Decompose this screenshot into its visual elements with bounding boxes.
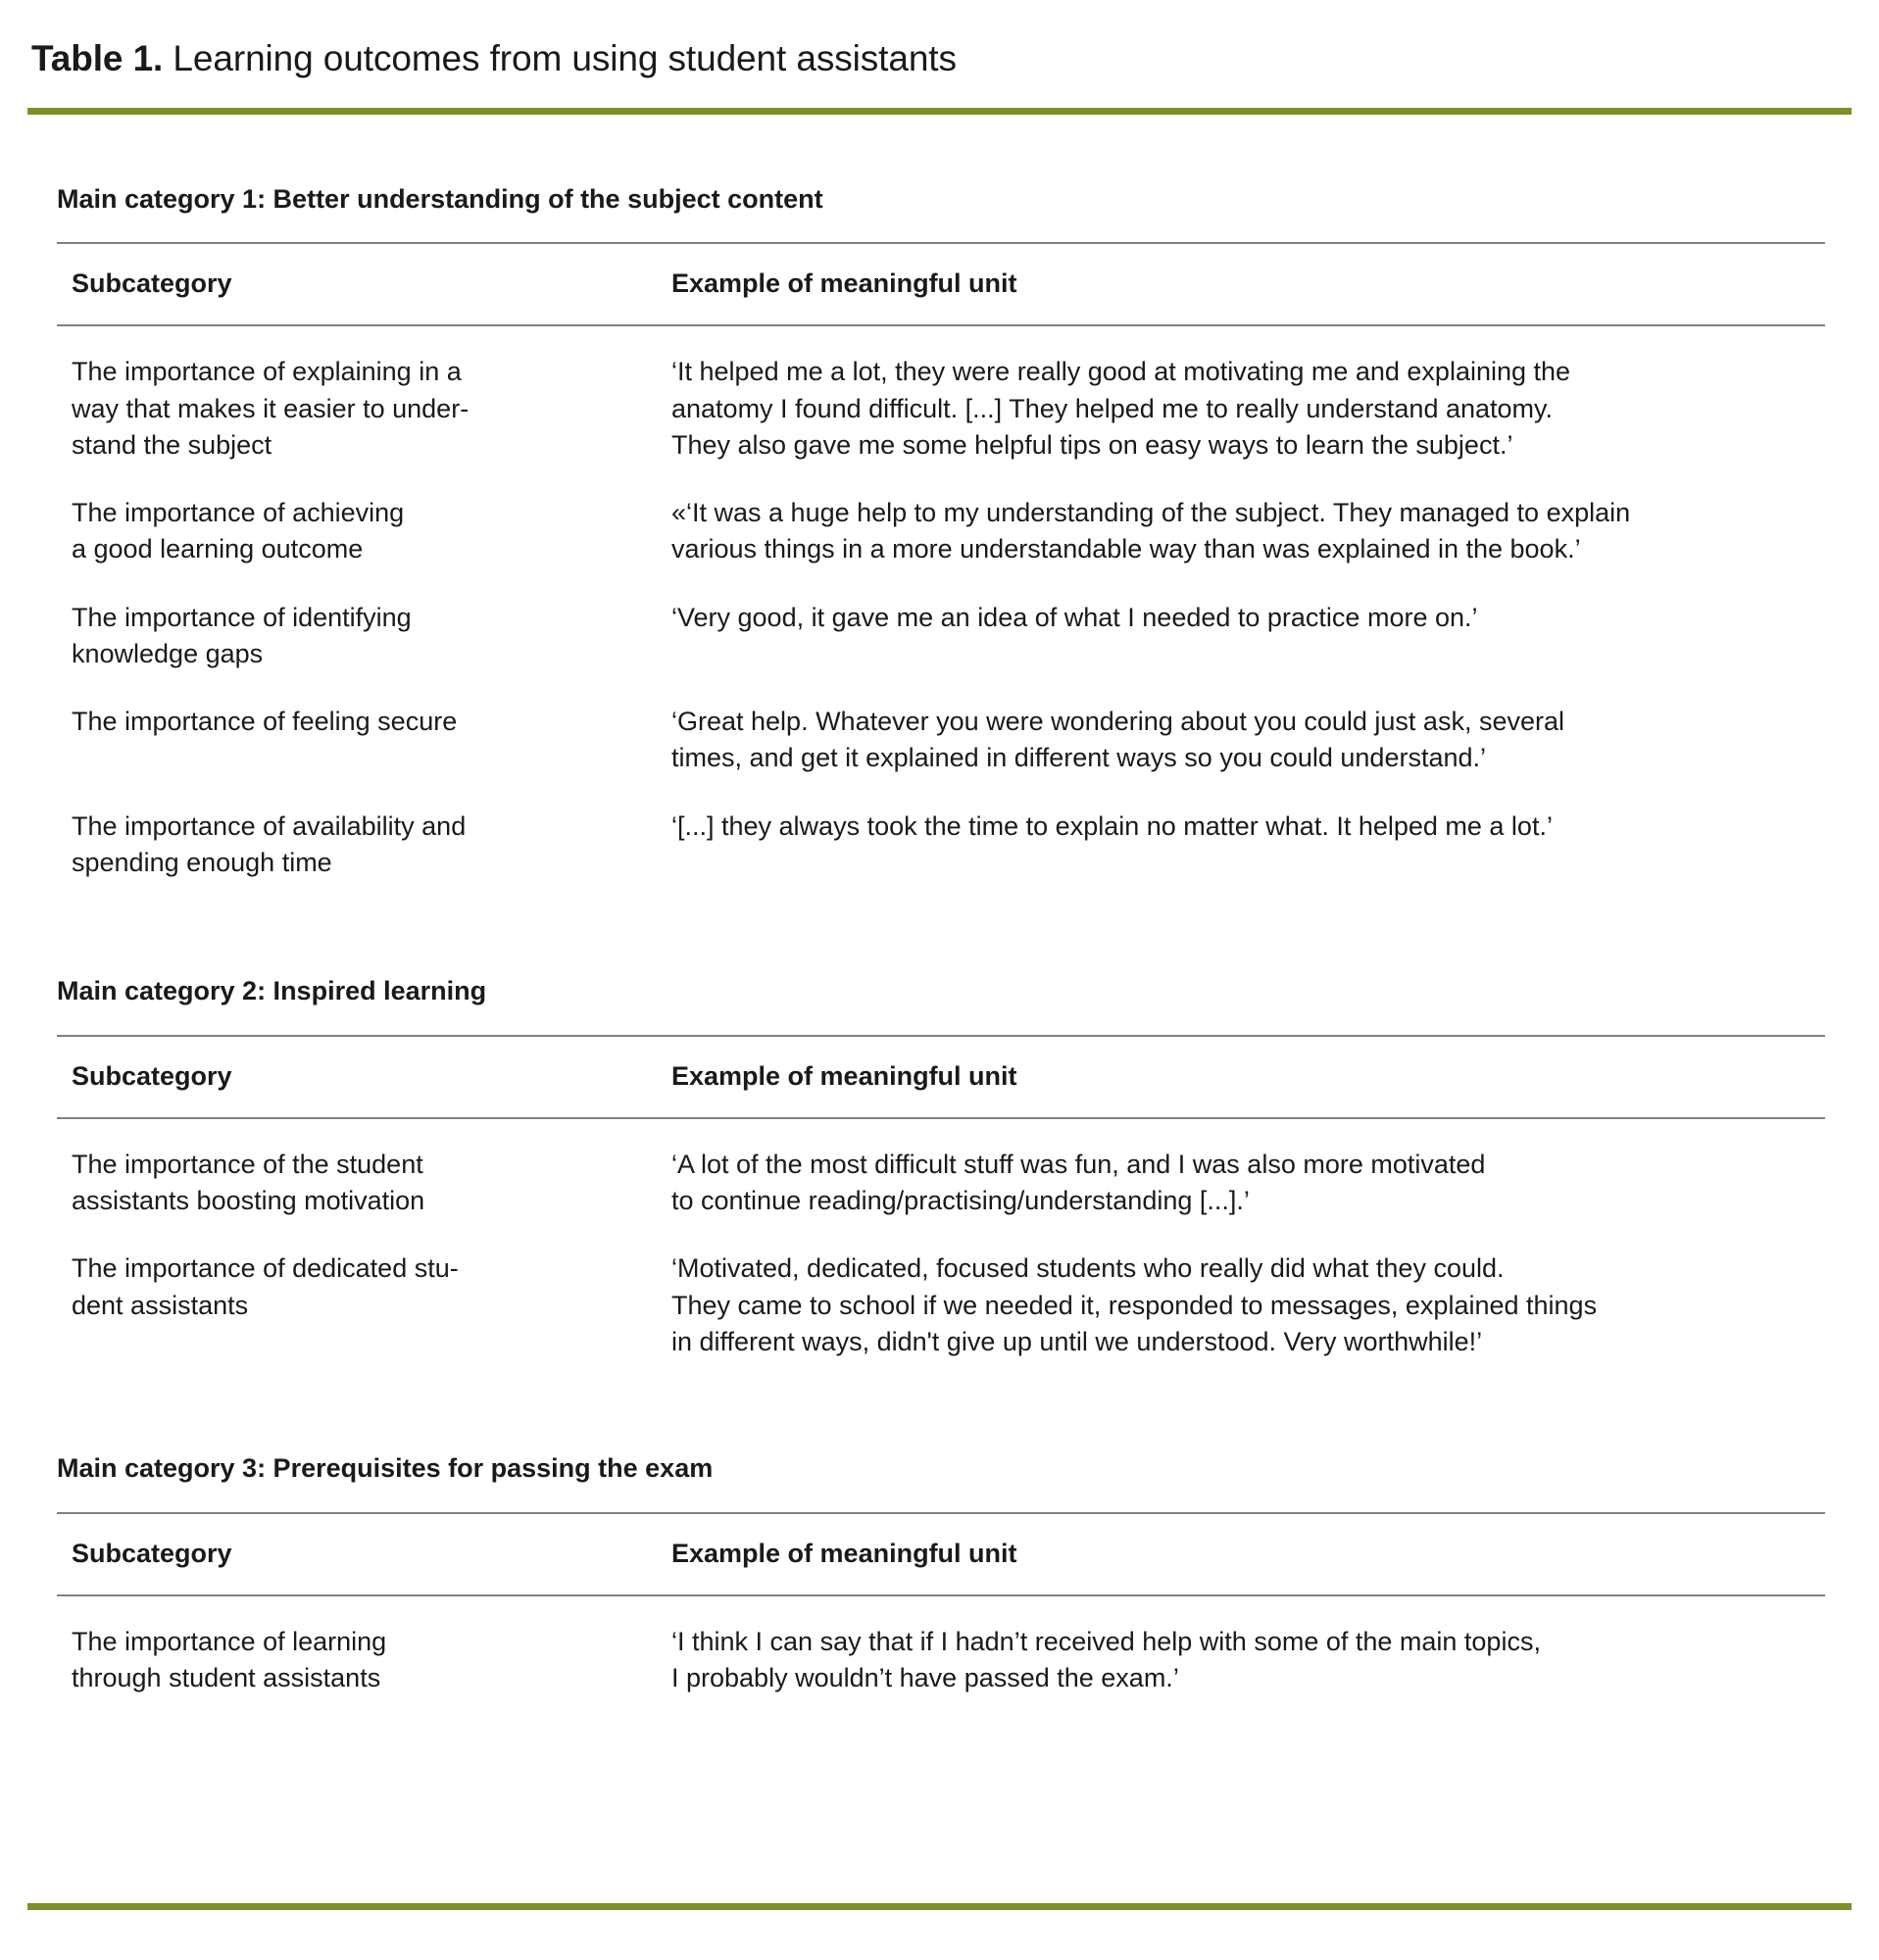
cell-line: through student assistants xyxy=(72,1663,381,1693)
cell-line: ‘A lot of the most difficult stuff was fun, and I was also more motivated xyxy=(671,1149,1486,1179)
table-row xyxy=(27,1596,1852,1703)
cell-example xyxy=(637,469,1852,574)
column-header-subcategory: Subcategory xyxy=(72,1538,232,1568)
section-body-table xyxy=(27,326,1852,887)
cell-line: They also gave me some helpful tips on easy ways to learn the subject.’ xyxy=(671,429,1513,460)
caption-accent-rule xyxy=(27,108,1852,115)
section-table xyxy=(27,244,1852,324)
section-table xyxy=(27,1037,1852,1117)
cell-line: stand the subject xyxy=(72,429,272,460)
cell-subcategory xyxy=(27,326,637,469)
table-row xyxy=(27,469,1852,574)
cell-line: The importance of feeling secure xyxy=(72,707,458,737)
table-header-row xyxy=(27,1514,1852,1594)
table-row xyxy=(27,574,1852,679)
section-title: Main category 3: Prerequisites for passing the exam xyxy=(57,1453,714,1484)
column-header-example: Example of meaningful unit xyxy=(671,1538,1017,1568)
cell-line: The importance of dedicated stu- xyxy=(72,1253,459,1284)
cell-line: ‘Motivated, dedicated, focused students who really did what they could. xyxy=(671,1253,1505,1284)
cell-line: «‘It was a huge help to my understanding of the subject. They managed to explain xyxy=(671,498,1631,528)
table-head xyxy=(27,244,1852,324)
cell-line: ‘I think I can say that if I hadn’t received help with some of the main topics, xyxy=(671,1627,1541,1656)
section-main-category-3 xyxy=(27,1366,1852,1702)
section-table xyxy=(27,1514,1852,1594)
cell-line: The importance of the student xyxy=(72,1149,423,1179)
column-header-example: Example of meaningful unit xyxy=(671,269,1017,299)
section-title: Main category 1: Better understanding of the subject content xyxy=(57,183,823,214)
cell-line: The importance of availability and xyxy=(72,810,467,841)
table-row xyxy=(27,326,1852,469)
section-body-table xyxy=(27,1596,1852,1703)
section-title: Main category 2: Inspired learning xyxy=(57,976,487,1006)
cell-line: dent assistants xyxy=(72,1290,249,1320)
table-row xyxy=(27,1119,1852,1226)
cell-example xyxy=(637,678,1852,783)
table-row xyxy=(27,678,1852,783)
cell-line: I probably wouldn’t have passed the exam.’ xyxy=(671,1663,1179,1693)
cell-line: ‘Great help. Whatever you were wondering about you could just ask, several xyxy=(671,707,1564,737)
cell-line: to continue reading/practising/understanding [...].’ xyxy=(671,1186,1250,1216)
cell-subcategory xyxy=(27,1225,637,1366)
table-row xyxy=(27,783,1852,888)
cell-subcategory xyxy=(27,574,637,679)
cell-line: knowledge gaps xyxy=(72,638,264,668)
cell-line: anatomy I found difficult. [...] They helped me to really understand anatomy. xyxy=(671,393,1554,423)
table-row xyxy=(27,1225,1852,1366)
caption-label: Table 1. xyxy=(31,38,164,78)
cell-line: a good learning outcome xyxy=(72,534,364,564)
cell-line: The importance of achieving xyxy=(72,498,405,528)
cell-example xyxy=(637,1596,1852,1703)
cell-line: They came to school if we needed it, responded to messages, explained things xyxy=(671,1290,1598,1320)
cell-example xyxy=(637,1225,1852,1366)
column-header-subcategory: Subcategory xyxy=(72,269,232,299)
section-main-category-2 xyxy=(27,887,1852,1366)
table-head xyxy=(27,1037,1852,1117)
cell-line: spending enough time xyxy=(72,847,332,877)
cell-subcategory xyxy=(27,678,637,783)
cell-line: assistants boosting motivation xyxy=(72,1186,425,1216)
cell-line: various things in a more understandable way than was explained in the book.’ xyxy=(671,534,1581,564)
cell-line: times, and get it explained in different ways so you could understand.’ xyxy=(671,743,1487,773)
cell-line: ‘It helped me a lot, they were really good at motivating me and explaining the xyxy=(671,357,1571,387)
table-bottom-accent-rule xyxy=(27,1903,1852,1910)
table-header-row xyxy=(27,244,1852,324)
cell-line: The importance of learning xyxy=(72,1627,387,1656)
table-body xyxy=(27,326,1852,887)
cell-example xyxy=(637,326,1852,469)
table-body xyxy=(27,1119,1852,1366)
cell-line: way that makes it easier to under- xyxy=(72,393,470,423)
cell-subcategory xyxy=(27,469,637,574)
cell-example xyxy=(637,1119,1852,1226)
cell-line: ‘[...] they always took the time to explain no matter what. It helped me a lot.’ xyxy=(671,810,1553,841)
caption-text: Learning outcomes from using student assistants xyxy=(173,38,957,78)
table-caption xyxy=(27,0,1852,80)
cell-example xyxy=(637,574,1852,679)
table-body xyxy=(27,1596,1852,1703)
cell-subcategory xyxy=(27,1119,637,1226)
cell-line: The importance of identifying xyxy=(72,602,412,632)
table-header-row xyxy=(27,1037,1852,1117)
cell-line: in different ways, didn't give up until we understood. Very worthwhile!’ xyxy=(671,1326,1483,1356)
section-main-category-1 xyxy=(27,115,1852,888)
column-header-example: Example of meaningful unit xyxy=(671,1060,1017,1091)
cell-subcategory xyxy=(27,1596,637,1703)
cell-line: ‘Very good, it gave me an idea of what I needed to practice more on.’ xyxy=(671,602,1478,632)
cell-line: The importance of explaining in a xyxy=(72,357,462,387)
cell-subcategory xyxy=(27,783,637,888)
column-header-subcategory: Subcategory xyxy=(72,1060,232,1091)
cell-example xyxy=(637,783,1852,888)
section-body-table xyxy=(27,1119,1852,1366)
table-head xyxy=(27,1514,1852,1594)
